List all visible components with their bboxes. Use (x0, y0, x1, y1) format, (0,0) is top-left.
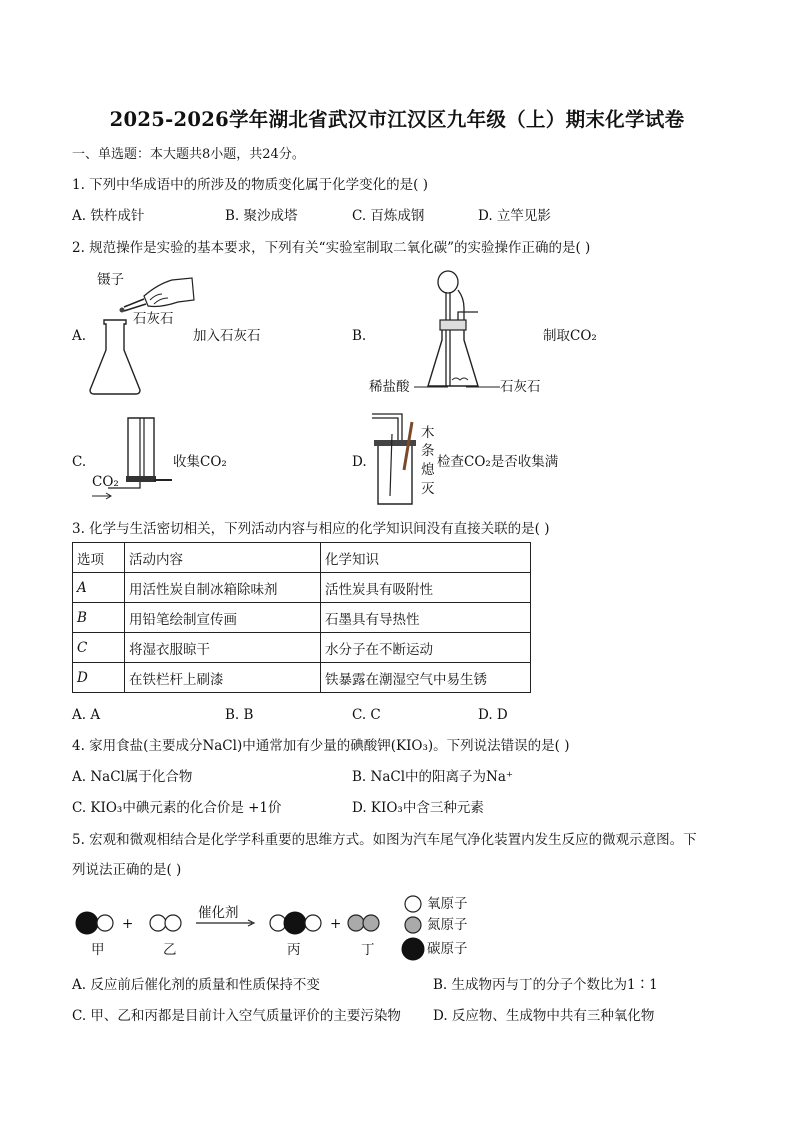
table-row (73, 573, 531, 603)
q2-b-label-lines (414, 386, 504, 390)
table-cell: C (73, 633, 125, 663)
table-cell: 用铅笔绘制宣传画 (125, 603, 321, 633)
q3-table (72, 542, 531, 693)
q1-option-a[interactable]: A. 铁杵成针 (72, 208, 145, 224)
q2-d-stick-label-2: 条 (421, 443, 435, 459)
q5-option-d[interactable]: D. 反应物、生成物中共有三种氧化物 (433, 1008, 655, 1024)
q5-plus-1: + (122, 916, 134, 932)
table-header: 活动内容 (125, 543, 321, 573)
q2-d-caption: 检查CO₂是否收集满 (437, 454, 559, 470)
q5-option-a[interactable]: A. 反应前后催化剂的质量和性质保持不变 (72, 977, 320, 993)
q5-catalyst-label: 催化剂 (198, 905, 239, 921)
q4-stem: 4. 家用食盐(主要成分NaCl)中通常加有少量的碘酸钾(KIO₃)。下列说法错误的是( ) (72, 738, 570, 754)
q2-b-caption: 制取CO₂ (543, 328, 597, 344)
q5-option-c[interactable]: C. 甲、乙和丙都是目前计入空气质量评价的主要污染物 (72, 1008, 401, 1024)
q5-legend-oxygen: 氧原子 (427, 896, 468, 912)
table-cell: 铁暴露在潮湿空气中易生锈 (321, 663, 531, 693)
table-row (73, 663, 531, 693)
table-cell: 水分子在不断运动 (321, 633, 531, 663)
table-cell: A (73, 573, 125, 603)
q1-stem: 1. 下列中华成语中的所涉及的物质变化属于化学变化的是( ) (72, 177, 428, 193)
q2-c-gas-label: CO₂ (92, 474, 119, 490)
q5-reaction-diagram (72, 895, 472, 975)
q3-stem: 3. 化学与生活密切相关，下列活动内容与相应的化学知识间没有直接关联的是( ) (72, 521, 550, 537)
table-header: 选项 (73, 543, 125, 573)
q3-option-b[interactable]: B. B (225, 707, 254, 723)
q5-legend-nitrogen: 氮原子 (427, 917, 468, 933)
q2-b-limestone-label: 石灰石 (500, 379, 541, 395)
q5-label-ding: 丁 (361, 942, 375, 958)
q5-legend-carbon: 碳原子 (427, 941, 468, 957)
q2-d-stick-label-4: 灭 (421, 481, 435, 497)
q2-b-acid-label: 稀盐酸 (369, 379, 410, 395)
q4-option-d[interactable]: D. KIO₃中含三种元素 (352, 800, 484, 816)
q3-option-c[interactable]: C. C (352, 707, 381, 723)
q2-option-a-letter[interactable]: A. (72, 328, 87, 344)
q2-d-stick-label-3: 熄 (421, 462, 435, 478)
q5-label-jia: 甲 (91, 942, 105, 958)
exam-title: 2025-2026学年湖北省武汉市江汉区九年级（上）期末化学试卷 (109, 108, 685, 131)
table-row (73, 633, 531, 663)
q2-a-caption: 加入石灰石 (193, 328, 261, 344)
table-header: 化学知识 (321, 543, 531, 573)
q2-a-tweezers-label: 镊子 (97, 272, 124, 288)
q2-option-c-letter[interactable]: C. (72, 454, 87, 470)
q2-stem: 2. 规范操作是实验的基本要求，下列有关“实验室制取二氧化碳”的实验操作正确的是( ) (72, 240, 591, 256)
q4-option-c[interactable]: C. KIO₃中碘元素的化合价是 +1价 (72, 800, 282, 816)
table-row (73, 603, 531, 633)
q1-option-d[interactable]: D. 立竿见影 (478, 208, 551, 224)
q3-option-d[interactable]: D. D (478, 707, 508, 723)
q4-option-a[interactable]: A. NaCl属于化合物 (72, 769, 193, 785)
table-cell: 石墨具有导热性 (321, 603, 531, 633)
q2-d-check-figure (368, 410, 428, 510)
section-heading: 一、单选题：本大题共8小题，共24分。 (72, 147, 305, 162)
q4-option-b[interactable]: B. NaCl中的阳离子为Na⁺ (352, 769, 513, 785)
q5-plus-2: + (330, 916, 342, 932)
table-cell: B (73, 603, 125, 633)
table-row (73, 543, 531, 573)
q2-c-caption: 收集CO₂ (173, 454, 227, 470)
q5-option-b[interactable]: B. 生成物丙与丁的分子个数比为1∶1 (433, 977, 658, 993)
q2-b-apparatus-figure (426, 268, 546, 393)
q2-d-stick-label-1: 木 (421, 425, 435, 441)
q5-label-bing: 丙 (287, 942, 301, 958)
table-cell: 用活性炭自制冰箱除味剂 (125, 573, 321, 603)
q2-option-d-letter[interactable]: D. (352, 454, 367, 470)
table-cell: D (73, 663, 125, 693)
q2-option-b-letter[interactable]: B. (352, 328, 367, 344)
q3-option-a[interactable]: A. A (72, 707, 101, 723)
q1-option-b[interactable]: B. 聚沙成塔 (225, 208, 298, 224)
table-cell: 活性炭具有吸附性 (321, 573, 531, 603)
q5-stem-line2: 列说法正确的是( ) (72, 862, 182, 878)
table-cell: 在铁栏杆上刷漆 (125, 663, 321, 693)
q5-label-yi: 乙 (163, 942, 177, 958)
q5-stem-line1: 5. 宏观和微观相结合是化学学科重要的思维方式。如图为汽车尾气净化装置内发生反应的微观示意图。下 (72, 832, 697, 848)
table-cell: 将湿衣服晾干 (125, 633, 321, 663)
q1-option-c[interactable]: C. 百炼成钢 (352, 208, 425, 224)
q2-a-limestone-label: 石灰石 (133, 311, 174, 327)
